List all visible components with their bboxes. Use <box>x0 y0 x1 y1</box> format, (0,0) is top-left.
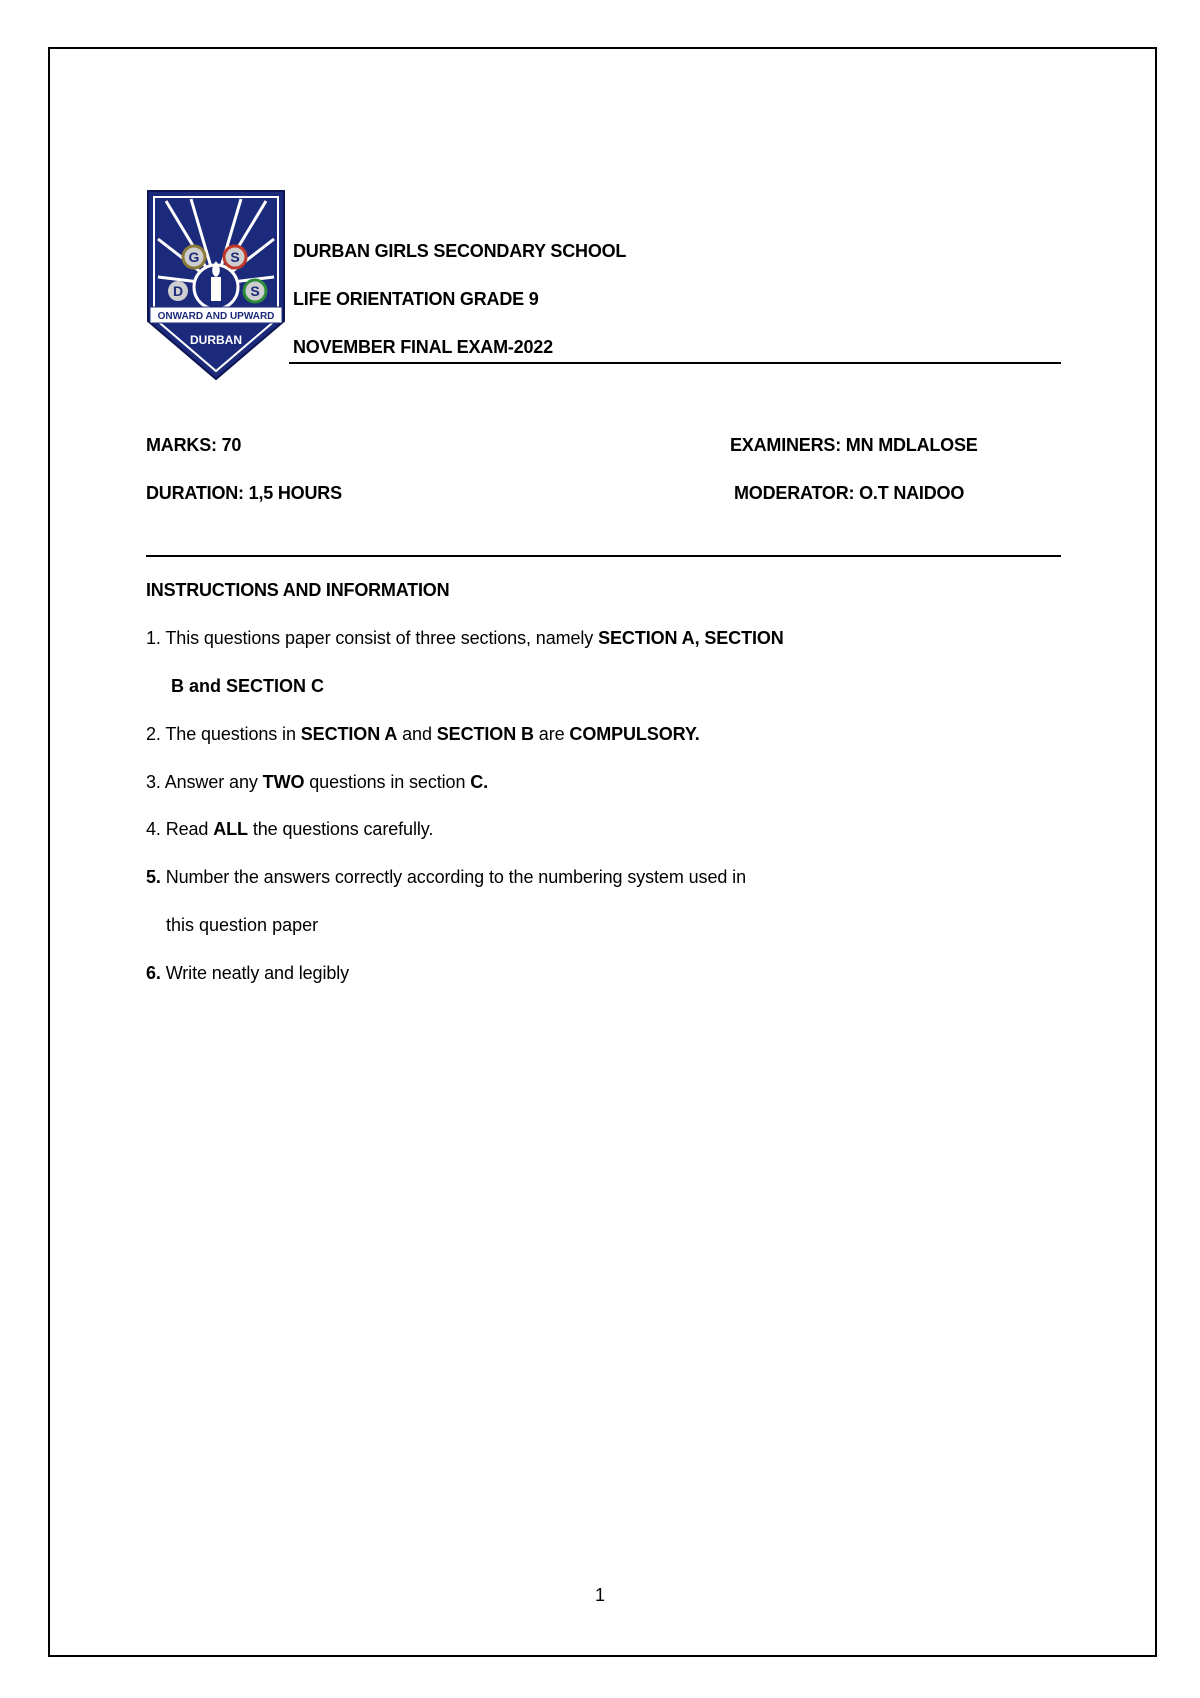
subject-title: LIFE ORIENTATION GRADE 9 <box>293 289 539 309</box>
meta-rule <box>146 555 1061 557</box>
school-crest-logo <box>146 189 286 381</box>
instruction-item-5-continuation: this question paper <box>166 915 319 935</box>
page-number: 1 <box>594 1585 605 1605</box>
crest-place: DURBAN <box>190 333 242 347</box>
examiners: EXAMINERS: MN MDLALOSE <box>730 435 978 455</box>
crest-letter-s-red: S <box>230 249 240 265</box>
duration: DURATION: 1,5 HOURS <box>146 483 342 503</box>
instruction-item-3: 3. Answer any TWO questions in section C. <box>146 772 489 792</box>
crest-letter-s-green: S <box>250 283 260 299</box>
school-name: DURBAN GIRLS SECONDARY SCHOOL <box>293 241 627 261</box>
instructions-title: INSTRUCTIONS AND INFORMATION <box>146 580 450 600</box>
header-rule <box>289 362 1061 364</box>
instruction-item-2: 2. The questions in SECTION A and SECTION B are COMPULSORY. <box>146 724 700 744</box>
instruction-item-6: 6. Write neatly and legibly <box>146 963 350 983</box>
exam-title: NOVEMBER FINAL EXAM-2022 <box>293 337 553 357</box>
crest-letter-g: G <box>188 249 200 265</box>
marks: MARKS: 70 <box>146 435 242 455</box>
crest-motto: ONWARD AND UPWARD <box>157 311 275 322</box>
instruction-item-4: 4. Read ALL the questions carefully. <box>146 819 434 839</box>
instruction-item-1-continuation: B and SECTION C <box>171 676 325 696</box>
instruction-item-5: 5. Number the answers correctly according to the numbering system used in <box>146 867 746 887</box>
crest-letter-d: D <box>172 283 184 299</box>
instruction-item-1: 1. This questions paper consist of three sections, namely SECTION A, SECTION <box>146 628 784 648</box>
moderator: MODERATOR: O.T NAIDOO <box>734 483 965 503</box>
